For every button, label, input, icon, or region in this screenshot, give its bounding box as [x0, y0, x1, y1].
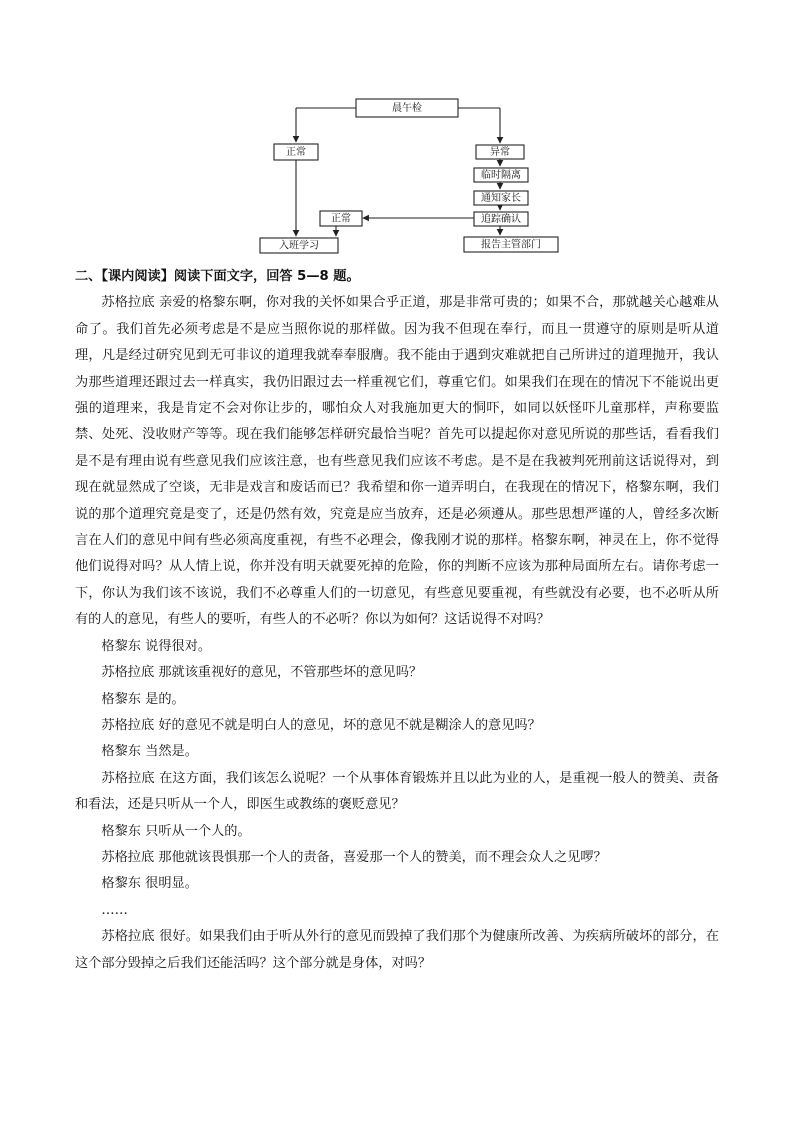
node-confirm: [474, 212, 528, 226]
node-label: 临时隔离: [481, 170, 521, 181]
node-label: 通知家长: [481, 193, 521, 204]
node-notify: [474, 191, 528, 205]
dialogue-line: 格黎东 只听从一个人的。: [101, 823, 251, 839]
node-label: 入班学习: [279, 240, 319, 252]
node-normal-left: [274, 144, 318, 160]
ellipsis-line: ……: [101, 902, 128, 918]
node-abnormal: [476, 145, 524, 159]
section-heading: 二、【课内阅读】阅读下面文字，回答 5—8 题。: [75, 269, 360, 284]
node-label: 正常: [331, 213, 351, 225]
node-label: 异常: [490, 147, 510, 158]
node-label: 晨午检: [392, 103, 422, 114]
dialogue-line: 苏格拉底 那他就该畏惧那一个人的责备，喜爱那一个人的赞美，而不理会众人之见啰？: [101, 849, 607, 865]
node-label: 追踪确认: [481, 214, 521, 225]
node-start: [356, 99, 458, 117]
node-label: 正常: [286, 147, 306, 158]
node-label: 报告主管部门: [481, 239, 541, 251]
dialogue-line: 苏格拉底 好的意见不就是明白人的意见，坏的意见不就是糊涂人的意见吗？: [101, 717, 541, 733]
node-report: [464, 237, 558, 252]
dialogue-line: 苏格拉底 很好。如果我们由于听从外行的意见而毁掉了我们那个为健康所改善、为疾病所破坏的部分，在这个部分毁掉之后我们还能活吗？这个部分就是身体，对吗？: [75, 929, 719, 971]
flowchart-diagram: [258, 92, 562, 254]
dialogue-line: 格黎东 是的。: [101, 691, 185, 707]
dialogue-line: 格黎东 很明显。: [101, 876, 198, 892]
node-normal-mid: [320, 211, 362, 226]
document-body: [75, 264, 719, 977]
dialogue-line: 格黎东 当然是。: [101, 744, 198, 760]
node-enter-class: [260, 238, 338, 253]
dialogue-line: 格黎东 说得很对。: [101, 638, 212, 654]
dialogue-line: 苏格拉底 在这方面，我们该怎么说呢？一个从事体育锻炼并且以此为业的人，是重视一般人的赞美、责备和看法，还是只听从一个人，即医生或教练的褒贬意见？: [75, 770, 719, 813]
node-isolate: [474, 168, 528, 182]
passage-paragraph: 苏格拉底 亲爱的格黎东啊，你对我的关怀如果合乎正道，那是非常可贵的；如果不合，那就越关心越难从命了。我们首先必须考虑是不是应当照你说的那样做。因为我不但现在奉行，而且一贯遵守的原则是听从道理，凡是经过研究见到无可非议的道理我就奉奉服膺。我不能由于遇到灾难就把自己所讲过的道理抛开，我认为那些道理还跟过去一样真实，我仍旧跟过去一样重视它们，尊重它们。如果我们在现在的情况下不能说出更强的道理来，我是肯定不会对你让步的，哪怕众人对我施加更大的恫吓，如同以妖怪吓儿童那样，声称要监禁、处死、没收财产等等。现在我们能够怎样研究最恰当呢？首先可以提起你对意见所说的那些话，看看我们是不是有理由说有些意见我们应该注意，也有些意见我们应该不考虑。是不是在我被判死刑前这话说得对，到现在就显然成了空谈，无非是戏言和废话而已？我希望和你一道弄明白，在我现在的情况下，格黎东啊，我们说的那个道理究竟是变了，还是仍然有效，究竟是应当放弃，还是必须遵从。那些思想严谨的人，曾经多次断言在人们的意见中间有些必须高度重视，有些不必理会，像我刚才说的那样。格黎东啊，神灵在上，你不觉得他们说得对吗？从人情上说，你并没有明天就要死掉的危险，你的判断不应该为那种局面所左右。请你考虑一下，你认为我们该不该说，我们不必尊重人们的一切意见，有些意见要重视，有些就没有必要，也不必听从所有的人的意见，有些人的要听，有些人的不必听？你以为如何？这话说得不对吗？: [75, 295, 719, 628]
dialogue-line: 苏格拉底 那就该重视好的意见，不管那些坏的意见吗？: [101, 665, 423, 681]
